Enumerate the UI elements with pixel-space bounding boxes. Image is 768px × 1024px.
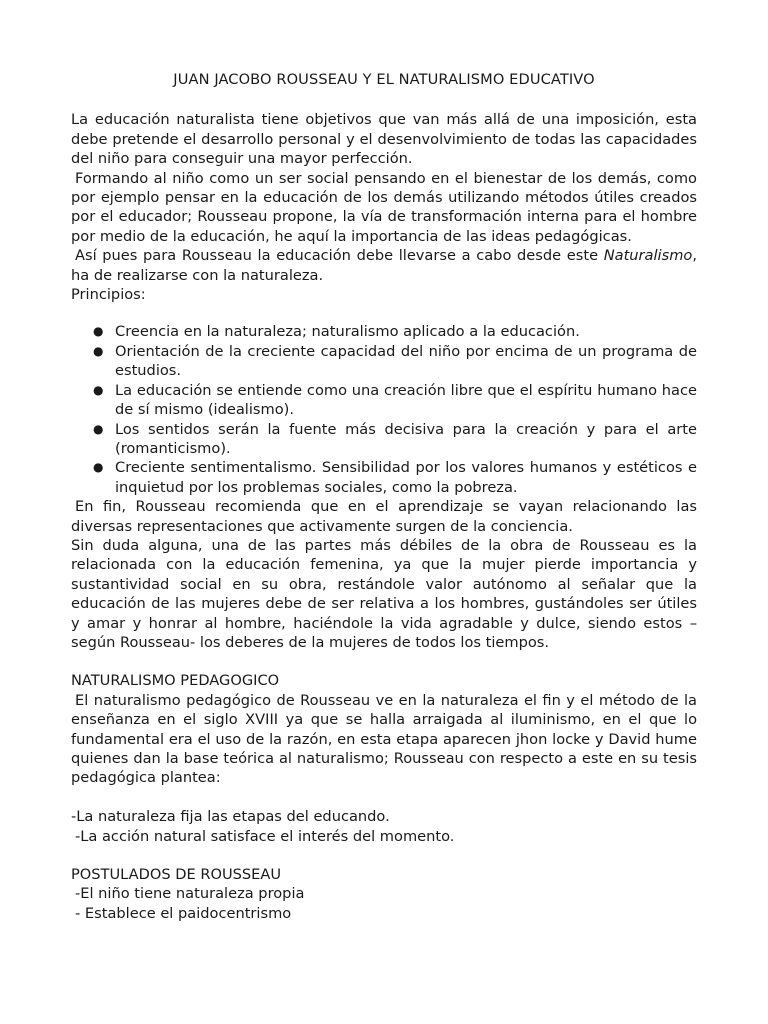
bullet-icon: ●: [93, 460, 104, 475]
bullet-icon: ●: [93, 324, 104, 339]
document-title: JUAN JACOBO ROUSSEAU Y EL NATURALISMO EDUCATIVO: [173, 71, 595, 88]
conclusion-paragraph-1: En fin, Rousseau recomienda que en el aprendizaje se vayan relacionando las diversas representaciones que activamente surgen de la conciencia.: [71, 498, 697, 535]
conclusion-paragraph-2: Sin duda alguna, una de las partes más débiles de la obra de Rousseau es la relacionada con la educación femenina, ya que la mujer pierde importancia y sustantividad social en su obra, restándole valor autónomo al señalar que la educación de las mujeres debe de ser relativa a los hombres, gustándoles ser útiles y amar y honrar al hombre, haciéndole la vida agradable y dulce, siendo estos –según Rousseau- los deberes de la mujeres de todos los tiempos.: [71, 536, 697, 651]
list-item: [71, 342, 697, 381]
list-item-text: Los sentidos serán la fuente más decisiva para la creación y para el arte (romanticismo).: [115, 420, 697, 457]
list-item: [71, 458, 697, 497]
intro-paragraph-3: [71, 246, 697, 285]
principios-list: [71, 322, 697, 497]
spacer: [71, 788, 697, 807]
bullet-icon: ●: [93, 343, 104, 358]
naturalismo-heading: NATURALISMO PEDAGOGICO: [71, 672, 280, 690]
list-item-text: Creciente sentimentalismo. Sensibilidad por los valores humanos y estéticos e inquietud por los problemas sociales, como la pobreza.: [115, 459, 697, 496]
postulados-line-2: - Establece el paidocentrismo: [75, 904, 292, 922]
naturalismo-line-1: -La naturaleza fija las etapas del educando.: [71, 808, 390, 826]
intro-p3-after: , ha de realizarse con la naturaleza.: [71, 247, 697, 284]
list-item-text: Creencia en la naturaleza; naturalismo aplicado a la educación.: [115, 323, 580, 341]
postulados-line-1: -El niño tiene naturaleza propia: [75, 885, 305, 903]
naturalismo-italic: Naturalismo: [603, 247, 693, 265]
naturalismo-line-2: -La acción natural satisface el interés del momento.: [75, 827, 455, 845]
intro-paragraph-1: La educación naturalista tiene objetivos que van más allá de una imposición, esta debe pretende el desarrollo personal y el desenvolvimiento de todas las capacidades del niño para conseguir una mayor perfección.: [71, 111, 697, 168]
document-page: [71, 70, 697, 923]
intro-paragraph-2: Formando al niño como un ser social pensando en el bienestar de los demás, como por ejemplo pensar en la educación de los demás utilizando métodos útiles creados por el educador; Rousseau propone, la vía de transformación interna para el hombre por medio de la educación, he aquí la importancia de las ideas pedagógicas.: [71, 169, 697, 245]
list-item-text: La educación se entiende como una creación libre que el espíritu humano hace de sí mismo (idealismo).: [115, 381, 697, 419]
list-item-text: Orientación de la creciente capacidad del niño por encima de un programa de estudios.: [115, 342, 697, 380]
postulados-heading: POSTULADOS DE ROUSSEAU: [71, 866, 282, 884]
bullet-icon: ●: [93, 421, 104, 436]
intro-p3-before: Así pues para Rousseau la educación debe llevarse a cabo desde este: [75, 247, 604, 265]
principios-label: Principios:: [71, 286, 146, 304]
bullet-icon: ●: [93, 382, 104, 397]
naturalismo-paragraph: El naturalismo pedagógico de Rousseau ve en la naturaleza el fin y el método de la enseñanza en el siglo XVIII ya que se halla arraigada al iluminismo, en el que lo fundamental era el uso de la razón, en esta etapa aparecen jhon locke y David hume quienes dan la base teórica al naturalismo; Rousseau con respecto a este en su tesis pedagógica plantea:: [71, 691, 697, 787]
list-item: [71, 420, 697, 459]
list-item: [71, 381, 697, 420]
list-item: [71, 322, 697, 341]
